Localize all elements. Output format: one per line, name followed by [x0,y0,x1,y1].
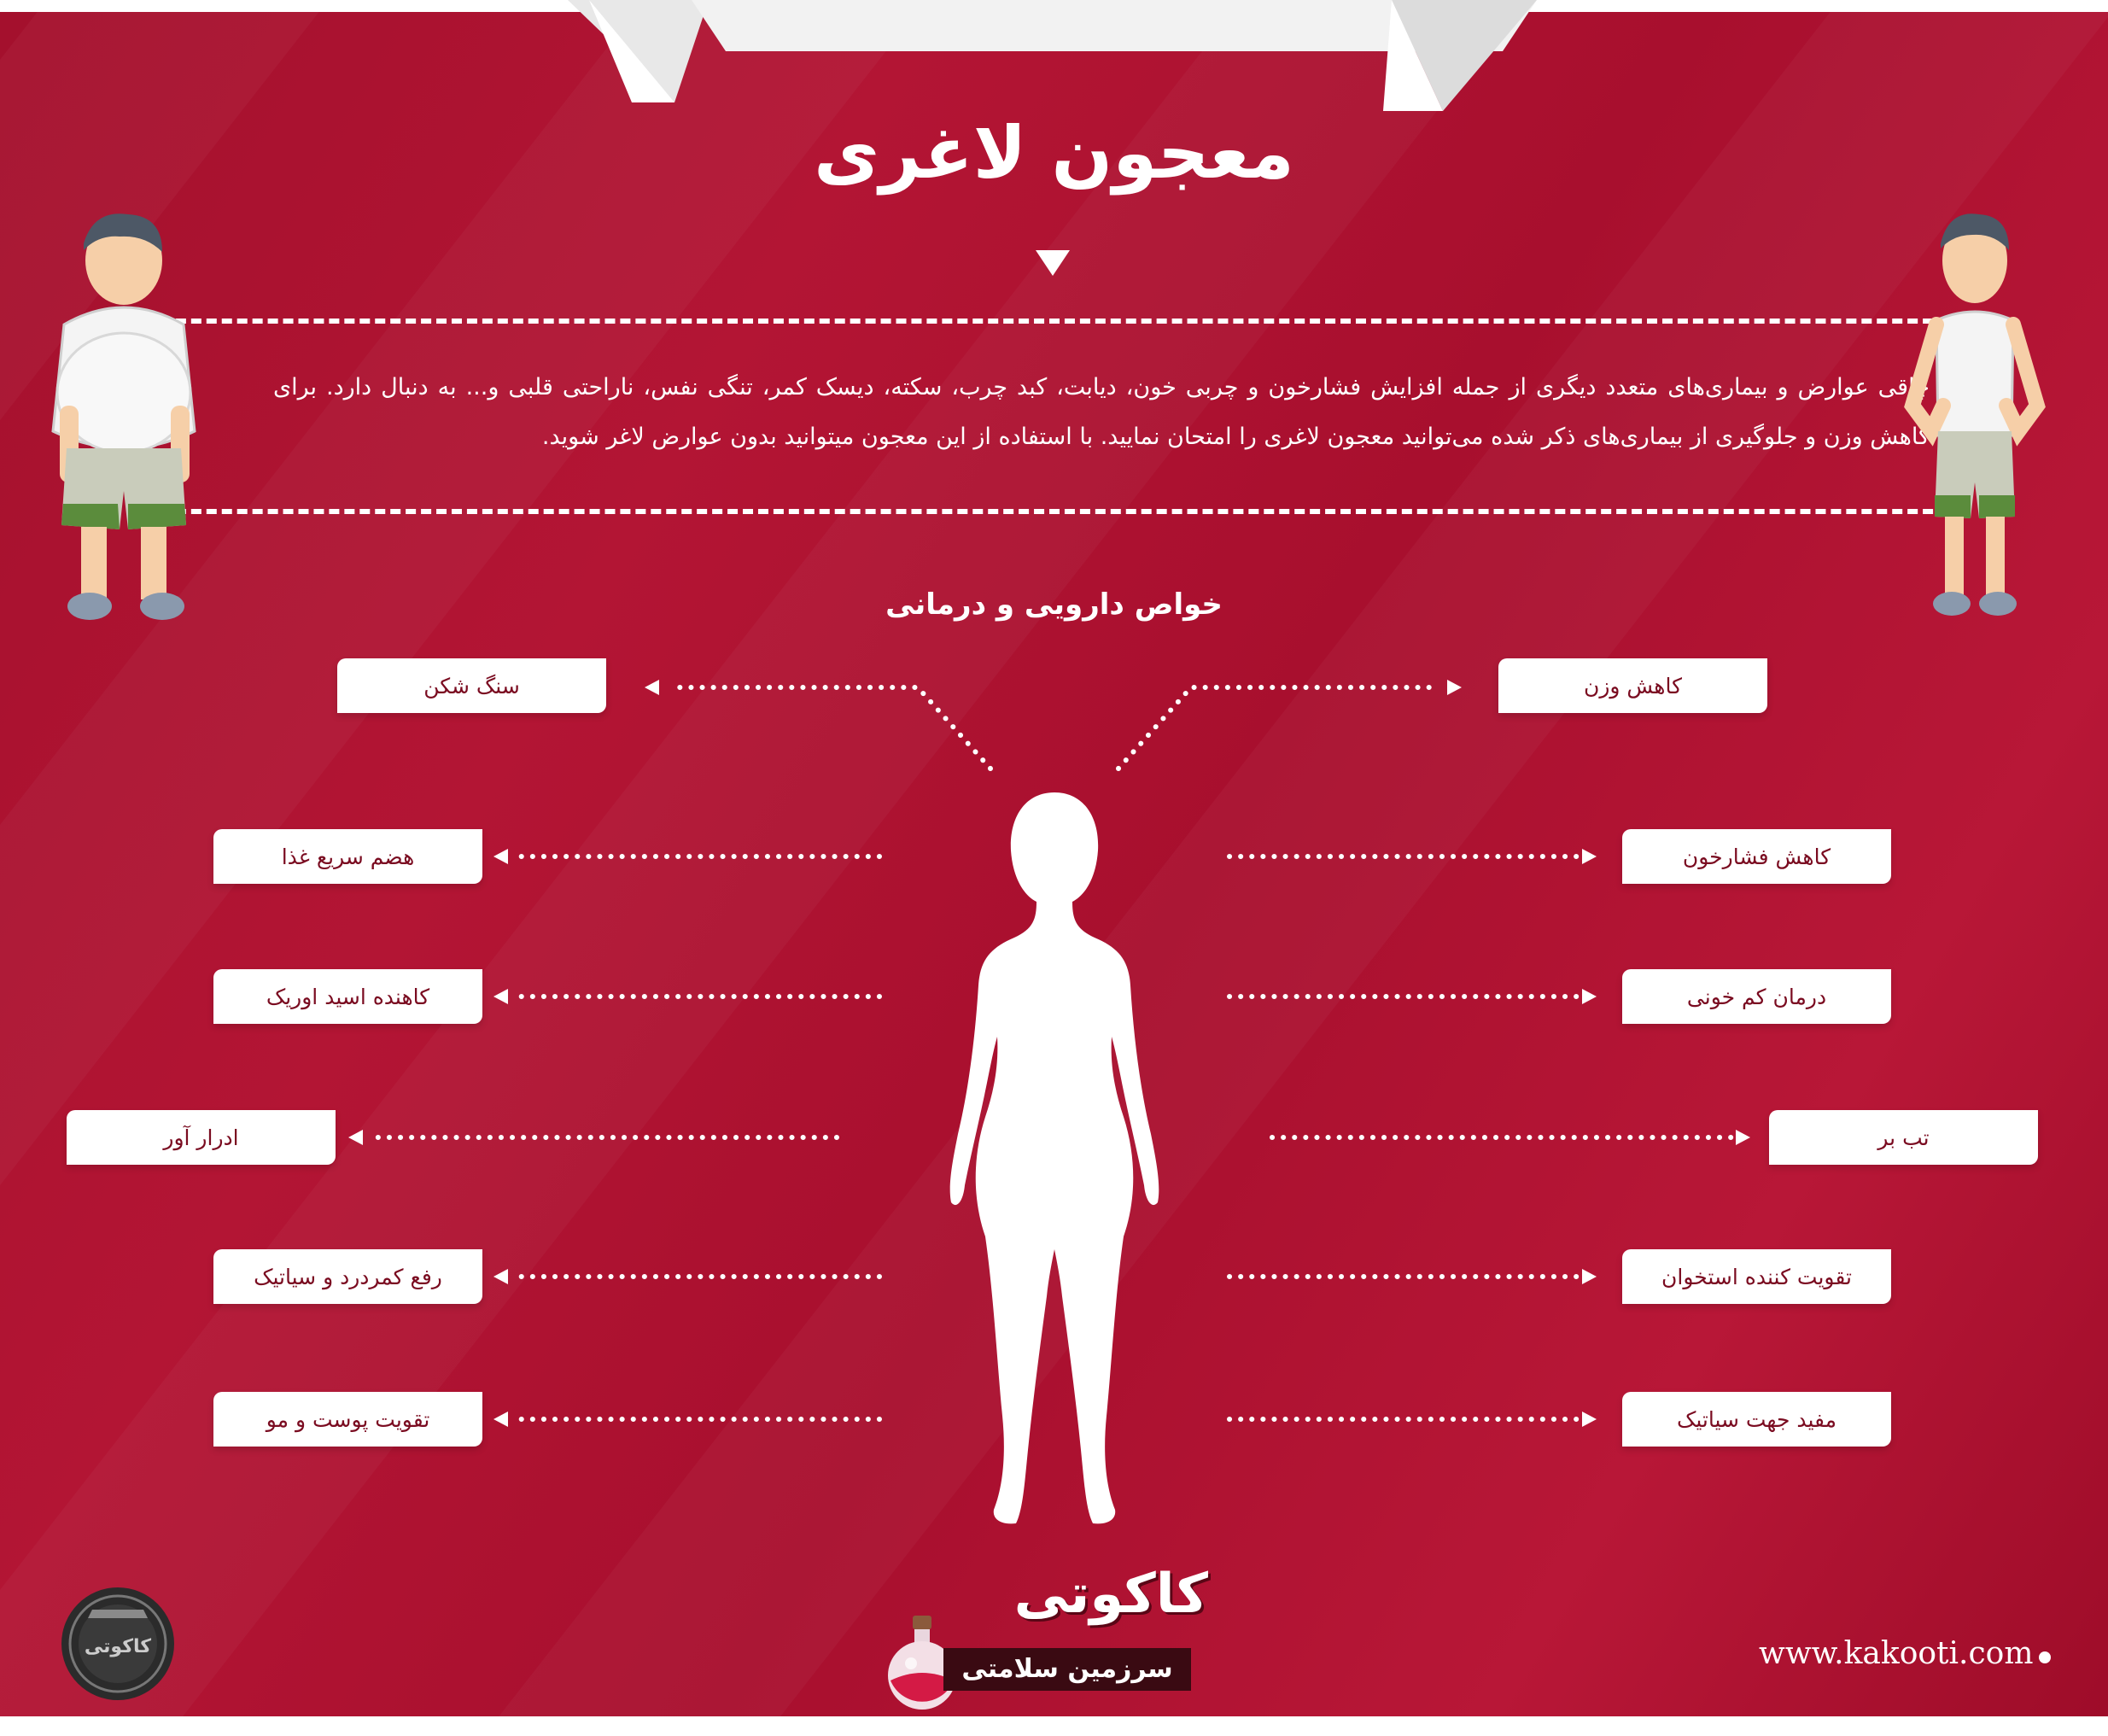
property-uric-acid: کاهنده اسید اوریک [213,969,482,1024]
properties-title: خواص دارویی و درمانی [885,587,1223,622]
intro-text: چاقی عوارض و بیماری‌های متعدد دیگری از جمله افزایش فشارخون و چربی خون، دیابت، کبد چرب، سکته، دیسک کمر، تنگی نفس، ناراحتی قلبی و... به دنبال دارد. برای کاهش وزن و جلوگیری از بیماری‌های ذکر شده می‌توانید معجون لاغری را امتحان نمایید. با استفاده از این معجون میتوانید بدون عوارض لاغر شوید. [273,374,1930,450]
property-diuretic: ادرار آور [67,1110,336,1165]
female-silhouette-icon [948,784,1161,1535]
brand-logo [884,1563,1208,1716]
page-title: معجون لاغری [814,111,1294,195]
property-skin-hair: تقویت پوست و مو [213,1392,482,1447]
seal-text: کاکوتی [84,1636,152,1657]
property-sciatica: مفید جهت سیاتیک [1622,1392,1891,1447]
property-bone: تقویت کننده استخوان [1622,1249,1891,1304]
bullet-icon [2039,1651,2051,1663]
brand-name: کاکوتی [1013,1563,1208,1626]
website-url[interactable]: www.kakooti.com [1759,1636,2034,1671]
property-fever: تب بر [1769,1110,2038,1165]
seal-logo [58,1584,178,1704]
property-digestion: هضم سریع غذا [213,829,482,884]
property-stone-breaker: سنگ شکن [337,658,606,713]
property-weight-loss: کاهش وزن [1498,658,1767,713]
property-anemia: درمان کم خونی [1622,969,1891,1024]
property-blood-pressure: کاهش فشارخون [1622,829,1891,884]
property-back-pain: رفع کمردرد و سیاتیک [213,1249,482,1304]
brand-tagline: سرزمین سلامتی [943,1648,1191,1691]
